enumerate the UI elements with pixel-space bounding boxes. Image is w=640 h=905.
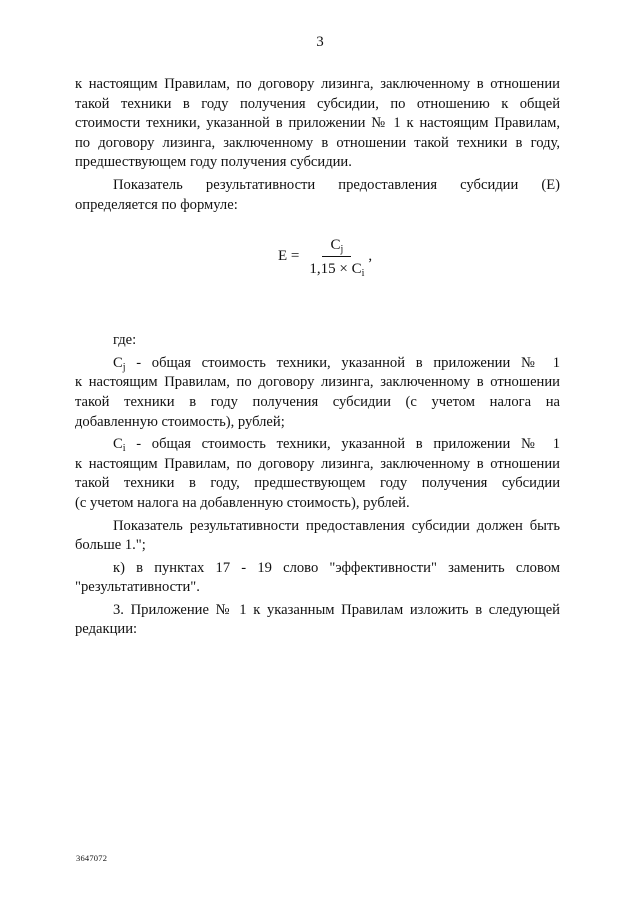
paragraph-line: к настоящим Правилам, по договору лизинга, заключенному в отношении (75, 455, 560, 472)
formula-block (75, 227, 560, 301)
page-number: 3 (316, 34, 324, 50)
formula-denominator (305, 257, 368, 278)
paragraph-line: такой техники в году, предшествующем году получения субсидии (75, 475, 560, 492)
definition-cj-first-line (75, 354, 560, 374)
paragraph-line: предшествующем году получения субсидии. (75, 154, 352, 171)
paragraph-line: редакции: (75, 621, 138, 638)
paragraph-line: к настоящим Правилам, по договору лизинга, заключенному в отношении (75, 374, 560, 391)
formula-trailing-comma: , (368, 248, 373, 265)
formula-fraction (305, 236, 368, 278)
ci-subscript: i (122, 443, 126, 455)
denominator-subscript: i (361, 268, 365, 280)
formula-lhs: E = (278, 248, 300, 265)
definition-ci-first-line (75, 435, 560, 455)
ci-text: - общая стоимость техники, указанной в приложении № 1 (125, 436, 560, 453)
cj-text: - общая стоимость техники, указанной в приложении № 1 (125, 354, 560, 371)
paragraph-line: (с учетом налога на добавленную стоимость), рублей. (75, 494, 410, 511)
denominator-coefficient: 1,15 × C (309, 261, 362, 278)
paragraph-line: "результативности". (75, 579, 200, 596)
paragraph-line: Показатель результативности предоставления субсидии (Е) (113, 176, 560, 193)
cj-subscript: j (122, 361, 126, 373)
paragraph-line: добавленную стоимость), рублей; (75, 413, 285, 430)
formula-numerator (322, 236, 351, 257)
paragraph-line: по договору лизинга, заключенному в отношении такой техники в году, (75, 134, 560, 151)
paragraph-line: определяется по формуле: (75, 196, 238, 213)
paragraph-line: стоимости техники, указанной в приложении № 1 к настоящим Правилам, (75, 115, 560, 132)
numerator-subscript: j (340, 244, 344, 256)
paragraph-line: такой техники в году получения субсидии, по отношению к общей (75, 95, 560, 112)
where-label: где: (113, 332, 137, 349)
paragraph-line: к) в пунктах 17 - 19 слово "эффективности" заменить словом (113, 559, 560, 576)
cj-symbol: C (113, 354, 123, 371)
document-code: 3647072 (76, 853, 108, 863)
paragraph-line: 3. Приложение № 1 к указанным Правилам изложить в следующей (113, 601, 560, 618)
paragraph-line: больше 1."; (75, 537, 146, 554)
formula (278, 227, 372, 287)
paragraph-line: Показатель результативности предоставления субсидии должен быть (113, 517, 560, 534)
numerator-symbol: C (330, 237, 341, 254)
paragraph-line: такой техники в году получения субсидии (с учетом налога на (75, 393, 560, 410)
document-body (75, 75, 560, 640)
paragraph-line: к настоящим Правилам, по договору лизинга, заключенному в отношении (75, 76, 560, 92)
ci-symbol: C (113, 436, 123, 453)
